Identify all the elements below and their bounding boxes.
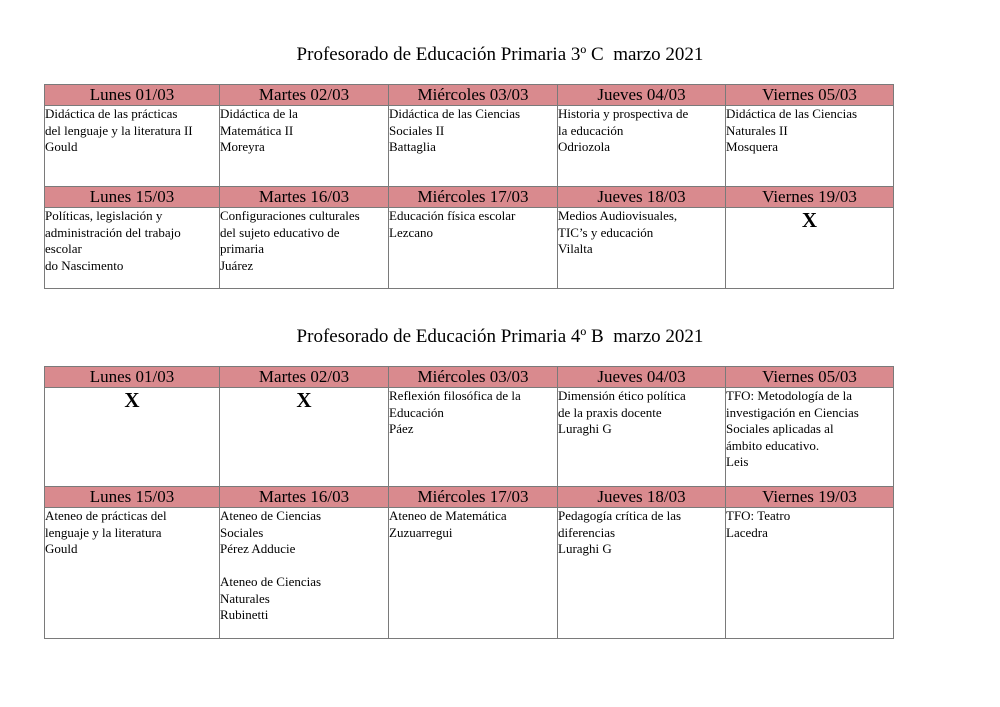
class-subject-line: de la praxis docente (558, 404, 662, 420)
day-header: Lunes 01/03 (45, 85, 220, 106)
class-teacher: Vilalta (558, 241, 593, 256)
day-header: Miércoles 17/03 (389, 487, 558, 508)
class-subject-line: Sociales II (389, 122, 445, 138)
day-header: Jueves 18/03 (558, 487, 726, 508)
class-subject-line: Educación física escolar (389, 208, 516, 223)
class-cell (726, 106, 894, 187)
class-subject-line: Sociales (220, 524, 264, 540)
class-subject-line: Reflexión filosófica de la (389, 388, 521, 403)
class-cell (558, 208, 726, 289)
schedule-table-4b (44, 366, 894, 639)
week-header-row (45, 367, 894, 388)
class-subject-line: del lenguaje y la literatura II (45, 122, 193, 138)
line-spacer (220, 558, 388, 575)
class-subject-line: Sociales aplicadas al (726, 421, 834, 436)
schedule-title-3c: Profesorado de Educación Primaria 3º C marzo 2021 (296, 44, 704, 65)
class-subject-line: escolar (45, 241, 82, 256)
class-cell (45, 508, 220, 639)
class-cell (389, 508, 558, 639)
class-teacher: Mosquera (726, 139, 778, 154)
class-teacher: Luraghi G (558, 421, 612, 436)
class-subject-line: Didáctica de las Ciencias (726, 106, 858, 121)
class-subject-line: Medios Audiovisuales, (558, 208, 678, 223)
day-header: Jueves 04/03 (558, 367, 726, 388)
class-cell (558, 388, 726, 487)
class-subject-line: investigación en Ciencias (726, 404, 859, 420)
class-subject-line: Naturales (220, 590, 270, 606)
class-cell (726, 508, 894, 639)
class-subject-line: diferencias (558, 524, 616, 540)
week-header-row (45, 85, 894, 106)
day-header: Lunes 15/03 (45, 487, 220, 508)
no-class-mark: X (801, 208, 818, 232)
class-subject-line: Matemática II (220, 122, 294, 138)
class-subject-line: Ateneo de Ciencias (220, 574, 322, 589)
class-cell (220, 106, 389, 187)
class-teacher: Gould (45, 139, 78, 154)
class-subject-line: Naturales II (726, 122, 788, 138)
class-subject-line: Didáctica de la (220, 106, 298, 121)
class-subject-line: primaria (220, 241, 265, 256)
day-header: Miércoles 03/03 (389, 367, 558, 388)
class-subject-line: TFO: Teatro (726, 508, 791, 523)
class-subject-line: Dimensión ético política (558, 388, 686, 403)
day-header: Viernes 05/03 (726, 85, 894, 106)
week-content-row (45, 388, 894, 487)
class-cell (389, 106, 558, 187)
day-header: Martes 16/03 (220, 187, 389, 208)
class-cell (220, 208, 389, 289)
class-subject-line: Ateneo de Ciencias (220, 508, 322, 523)
no-class-mark: X (124, 388, 140, 412)
class-teacher: Rubinetti (220, 607, 269, 622)
class-cell (45, 106, 220, 187)
day-header: Viernes 19/03 (726, 487, 894, 508)
class-cell (726, 388, 894, 487)
week-content-row (45, 508, 894, 639)
class-teacher: Luraghi G (558, 541, 612, 556)
class-subject-line: Pedagogía crítica de las (558, 508, 682, 523)
day-header: Viernes 19/03 (726, 187, 894, 208)
class-subject-line: la educación (558, 122, 624, 138)
schedule-table-3c (44, 84, 894, 289)
schedule-title-4b: Profesorado de Educación Primaria 4º B marzo 2021 (296, 326, 704, 347)
class-teacher: Leis (726, 454, 749, 469)
week-header-row (45, 487, 894, 508)
class-subject-line: Configuraciones culturales (220, 208, 360, 223)
class-subject-line: Didáctica de las prácticas (45, 106, 178, 121)
day-header: Jueves 04/03 (558, 85, 726, 106)
day-header: Lunes 01/03 (45, 367, 220, 388)
class-subject-line: del sujeto educativo de (220, 224, 340, 240)
class-teacher: Lezcano (389, 224, 434, 240)
class-teacher: Odriozola (558, 139, 610, 154)
day-header: Miércoles 03/03 (389, 85, 558, 106)
week-content-row (45, 106, 894, 187)
class-subject-line: administración del trabajo (45, 224, 181, 240)
day-header: Miércoles 17/03 (389, 187, 558, 208)
day-header: Lunes 15/03 (45, 187, 220, 208)
class-subject-line: Didáctica de las Ciencias (389, 106, 521, 121)
no-class-cell (45, 388, 220, 487)
class-cell (558, 106, 726, 187)
no-class-cell (220, 388, 389, 487)
class-teacher: do Nascimento (45, 257, 124, 273)
class-subject-line: lenguaje y la literatura (45, 524, 162, 540)
class-subject-line: Políticas, legislación y (45, 208, 163, 223)
class-subject-line: Ateneo de prácticas del (45, 508, 167, 523)
week-header-row (45, 187, 894, 208)
day-header: Martes 16/03 (220, 487, 389, 508)
class-teacher: Lacedra (726, 524, 768, 540)
class-teacher: Gould (45, 541, 78, 556)
week-content-row (45, 208, 894, 289)
day-header: Martes 02/03 (220, 367, 389, 388)
class-cell (389, 388, 558, 487)
class-subject-line: Ateneo de Matemática (389, 508, 507, 523)
class-cell (220, 508, 389, 639)
class-subject-line: TIC’s y educación (558, 224, 654, 240)
class-teacher: Juárez (220, 257, 254, 273)
class-cell (45, 208, 220, 289)
class-teacher: Páez (389, 421, 414, 436)
class-cell (558, 508, 726, 639)
day-header: Jueves 18/03 (558, 187, 726, 208)
no-class-cell (726, 208, 894, 289)
class-teacher: Moreyra (220, 139, 265, 154)
class-teacher: Battaglia (389, 139, 436, 154)
class-cell (389, 208, 558, 289)
no-class-mark: X (296, 388, 312, 412)
class-subject-line: TFO: Metodología de la (726, 388, 853, 403)
day-header: Martes 02/03 (220, 85, 389, 106)
class-teacher: Pérez Adducie (220, 541, 296, 556)
class-subject-line: Educación (389, 404, 444, 420)
class-subject-line: ámbito educativo. (726, 437, 820, 453)
class-teacher: Zuzuarregui (389, 524, 453, 540)
day-header: Viernes 05/03 (726, 367, 894, 388)
class-subject-line: Historia y prospectiva de (558, 106, 689, 121)
